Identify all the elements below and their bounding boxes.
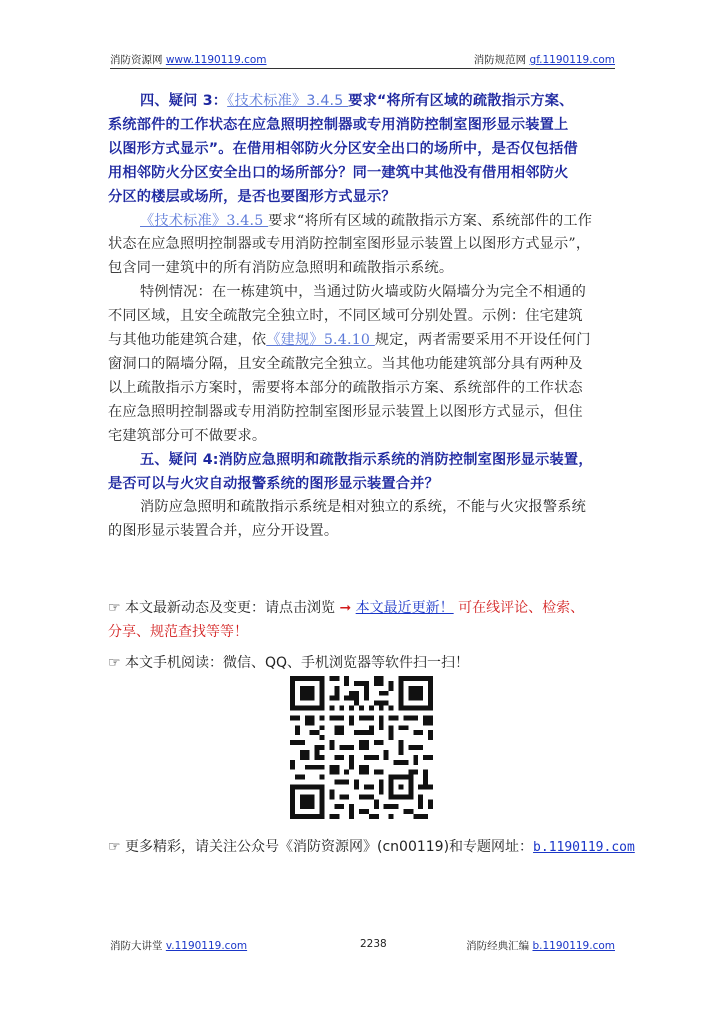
header-left-label: 消防资源网 <box>110 54 163 66</box>
follow-notice-text: 更多精彩，请关注公众号《消防资源网》(cn00119)和专题网址： <box>125 839 534 855</box>
question-3-line-1 <box>108 90 616 114</box>
special-case-line-5: 以上疏散指示方案时，需要将本部分的疏散指示方案、系统部件的工作状态 <box>108 379 583 396</box>
special-case-line-7: 宅建筑部分可不做要求。 <box>108 427 267 444</box>
page-number: 2238 <box>360 938 387 950</box>
question-3-text: 要求“将所有区域的疏散指示方案、 <box>348 93 574 109</box>
special-case-text-a: 与其他功能建筑合建，依 <box>108 332 267 349</box>
answer-4-line-2: 的图形显示装置合并，应分开设置。 <box>108 523 339 540</box>
ref-technical-standard[interactable]: 《技术标准》3.4.5 <box>227 93 349 109</box>
special-case-line-3 <box>108 329 616 353</box>
answer-3-text: 要求“将所有区域的疏散指示方案、系统部件的工作 <box>268 212 593 229</box>
update-notice-line-1 <box>108 596 628 620</box>
update-notice-features: 可在线评论、检索、 <box>458 600 585 616</box>
follow-notice <box>108 836 635 856</box>
footer-left <box>110 938 247 953</box>
footer-left-link[interactable]: v.1190119.com <box>165 940 248 952</box>
qr-code-image <box>290 676 433 819</box>
question-3-line-2: 系统部件的工作状态在应急照明控制器或专用消防控制室图形显示装置上 <box>108 116 569 133</box>
header-right-link[interactable]: gf.1190119.com <box>529 54 615 66</box>
header-left <box>110 52 267 67</box>
answer-3-line-3: 包含同一建筑中的所有消防应急照明和疏散指示系统。 <box>108 260 454 277</box>
question-3-line-5: 分区的楼层或场所，是否也要图形方式显示？ <box>108 188 396 205</box>
page-header <box>110 50 615 69</box>
special-case-line-2: 不同区域，且安全疏散完全独立时，不同区域可分别处置。示例：住宅建筑 <box>108 308 583 325</box>
special-case-text-b: 规定，两者需要采用不开设任何门 <box>374 332 591 349</box>
answer-4-line-1: 消防应急照明和疏散指示系统是相对独立的系统，不能与火灾报警系统 <box>140 499 587 516</box>
pointing-hand-icon: ☞ <box>108 600 121 616</box>
question-4-line-1: 五、疑问 4:消防应急照明和疏散指示系统的消防控制室图形显示装置， <box>140 451 593 468</box>
answer-3-line-2: 状态在应急照明控制器或专用消防控制室图形显示装置上以图形方式显示”， <box>108 236 591 253</box>
update-notice <box>108 596 628 644</box>
question-4-line-2: 是否可以与火灾自动报警系统的图形显示装置合并？ <box>108 475 439 492</box>
update-notice-line-2: 分享、规范查找等等！ <box>108 624 248 640</box>
topic-site-link[interactable]: b.1190119.com <box>533 840 635 855</box>
update-notice-text: 本文最新动态及变更：请点击浏览 <box>125 600 336 616</box>
pointing-hand-icon: ☞ <box>108 839 121 855</box>
footer-right-link[interactable]: b.1190119.com <box>532 940 615 952</box>
ref-technical-standard-2[interactable]: 《技术标准》3.4.5 <box>140 212 269 229</box>
footer-left-label: 消防大讲堂 <box>110 940 163 952</box>
right-arrow-icon: ➞ <box>339 600 352 616</box>
header-right <box>474 52 615 67</box>
special-case-line-1: 特例情况：在一栋建筑中，当通过防火墙或防火隔墙分为完全不相通的 <box>140 284 587 301</box>
ref-building-code[interactable]: 《建规》5.4.10 <box>266 332 375 349</box>
special-case-line-4: 窗洞口的隔墙分隔，且安全疏散完全独立。当其他功能建筑部分具有两种及 <box>108 355 583 372</box>
pointing-hand-icon: ☞ <box>108 655 121 671</box>
answer-3-line-1 <box>108 210 616 234</box>
page-footer <box>110 938 615 954</box>
question-3-line-4: 用相邻防火分区安全出口的场所部分？同一建筑中其他没有借用相邻防火 <box>108 164 569 181</box>
question-3-line-3: 以图形方式显示”。在借用相邻防火分区安全出口的场所中，是否仅包括借 <box>108 140 578 157</box>
document-body <box>108 90 616 544</box>
footer-right-label: 消防经典汇编 <box>466 940 530 952</box>
mobile-reading-text: 本文手机阅读：微信、QQ、手机浏览器等软件扫一扫！ <box>125 655 470 671</box>
header-left-link[interactable]: www.1190119.com <box>165 54 267 66</box>
special-case-line-6: 在应急照明控制器或专用消防控制室图形显示装置上以图形方式显示，但住 <box>108 403 583 420</box>
header-right-label: 消防规范网 <box>473 54 527 66</box>
mobile-reading-notice <box>108 652 628 672</box>
latest-update-link[interactable]: 本文最近更新！ <box>355 600 454 616</box>
question-3-prefix: 四、疑问 3： <box>140 93 228 109</box>
footer-right <box>466 938 615 953</box>
